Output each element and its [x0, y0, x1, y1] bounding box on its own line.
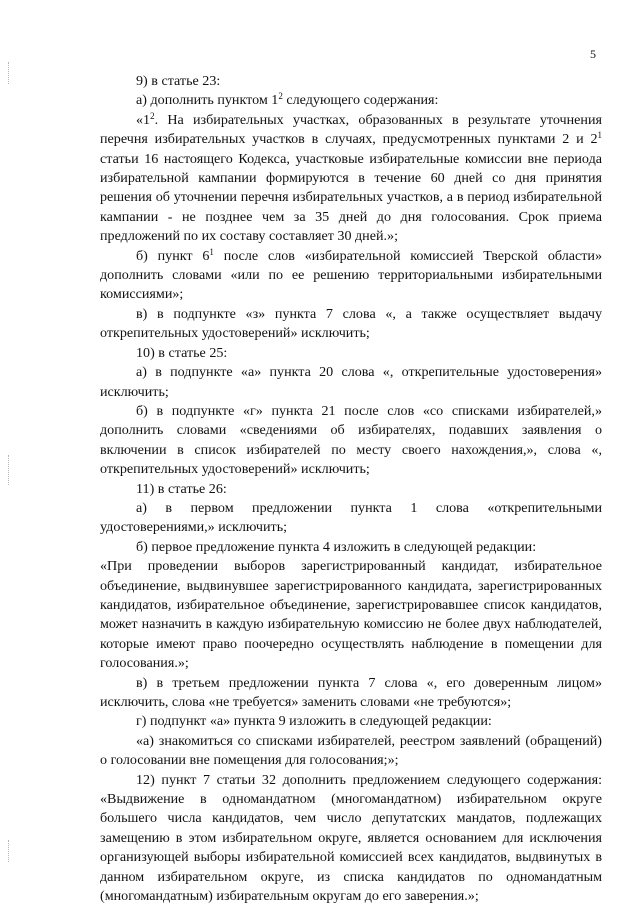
paragraph-text: «При проведении выборов зарегистрированный кандидат, избирательное объединение, выдвинувшее зарегистрированного кандидата, зарегистрированных кандидатов, избирательное объединение, зарегистрировавшее список кандидатов, может назначить в каждую избирательную комиссию не более двух наблюдателей, которые имеют право поочередно осуществлять наблюдение в помещении для голосования.»;: [100, 558, 602, 672]
paragraph: [100, 557, 602, 673]
paragraph-text: 12) пункт 7 статьи 32 дополнить предложением следующего содержания: «Выдвижение в одномандатном (многомандатном) избирательном округе большего числа кандидатов, чем число депутатских мандатов, подлежащих замещению в этом избирательном округе, является основанием для исключения организующей выборы избирательной комиссией всех кандидатов, выдвинутых в данном избирательном округе, из списка кандидатов по одномандатным (многомандатным) избирательным округам до его заверения.»;: [100, 771, 602, 905]
page-number: 5: [590, 47, 596, 61]
scan-mark-middle: [8, 455, 10, 485]
superscript: 2: [150, 110, 155, 121]
paragraph-text: в) в третьем предложении пункта 7 слова «, его доверенным лицом» исключить, слова «не требуется» заменить словами «не требуются»;: [100, 674, 602, 710]
paragraph: [100, 91, 602, 110]
paragraph-text: а) дополнить пунктом 1: [136, 92, 279, 109]
paragraph-text: после слов «избирательной комиссией Тверской области» дополнить словами «или по ее решению территориальными избирательными комиссиями»;: [100, 247, 602, 303]
paragraph: [100, 363, 602, 402]
paragraph-text: 10) в статье 25:: [136, 344, 228, 361]
superscript: 2: [278, 91, 283, 102]
superscript: 1: [209, 246, 214, 257]
scan-mark-bottom: [8, 840, 10, 862]
superscript: 1: [597, 130, 602, 141]
paragraph: [100, 72, 602, 91]
paragraph: [100, 305, 602, 344]
paragraph-text: 9) в статье 23:: [136, 73, 221, 89]
paragraph: [100, 732, 602, 771]
paragraph: [100, 674, 602, 713]
paragraph: [100, 344, 602, 363]
paragraph-text: б) пункт 6: [136, 247, 210, 264]
paragraph: [100, 538, 602, 557]
paragraph-text: б) в подпункте «г» пункта 21 после слов «со списками избирателей,» дополнить словами «сведениями об избирателях, подавших заявления о включении в список избирателей по месту своего нахождения,», слова «, открепительных удостоверений» исключить;: [100, 402, 602, 478]
paragraph-text: «а) знакомиться со списками избирателей, реестром заявлений (обращений) о голосовании вне помещения для голосования;»;: [100, 732, 602, 769]
paragraph-text: «1: [136, 111, 151, 128]
paragraph-text: . На избирательных участках, образованных в результате уточнения перечня избирательных участков в случаях, предусмотренных пунктами 2 и 2: [100, 111, 602, 148]
document-body: [100, 72, 602, 906]
paragraph: [100, 499, 602, 538]
paragraph-text: в) в подпункте «з» пункта 7 слова «, а также осуществляет выдачу открепительных удостоверений» исключить;: [100, 305, 602, 342]
paragraph-text: а) в подпункте «а» пункта 20 слова «, открепительные удостоверения» исключить;: [100, 364, 602, 400]
paragraph-text: следующего содержания:: [282, 92, 439, 109]
paragraph-text: г) подпункт «а» пункта 9 изложить в следующей редакции:: [136, 713, 492, 730]
paragraph: [100, 111, 602, 247]
scan-mark-top: [8, 62, 10, 84]
paragraph-text: статьи 16 настоящего Кодекса, участковые избирательные комиссии вне периода избирательной кампании формируются в течение 60 дней со дня принятия решения об уточнении перечня избирательных участков, а в период избирательной кампании - не позднее чем за 35 дней до дня голосования. Срок приема предложений по их составу составляет 30 дней.»;: [100, 150, 602, 245]
paragraph: [100, 712, 602, 731]
paragraph: [100, 402, 602, 480]
paragraph-text: а) в первом предложении пункта 1 слова «открепительными удостоверениями,» исключить;: [100, 499, 602, 536]
paragraph: [100, 771, 602, 906]
paragraph: [100, 247, 602, 305]
paragraph-text: 11) в статье 26:: [136, 480, 227, 497]
paragraph: [100, 480, 602, 499]
paragraph-text: б) первое предложение пункта 4 изложить в следующей редакции:: [136, 538, 537, 555]
